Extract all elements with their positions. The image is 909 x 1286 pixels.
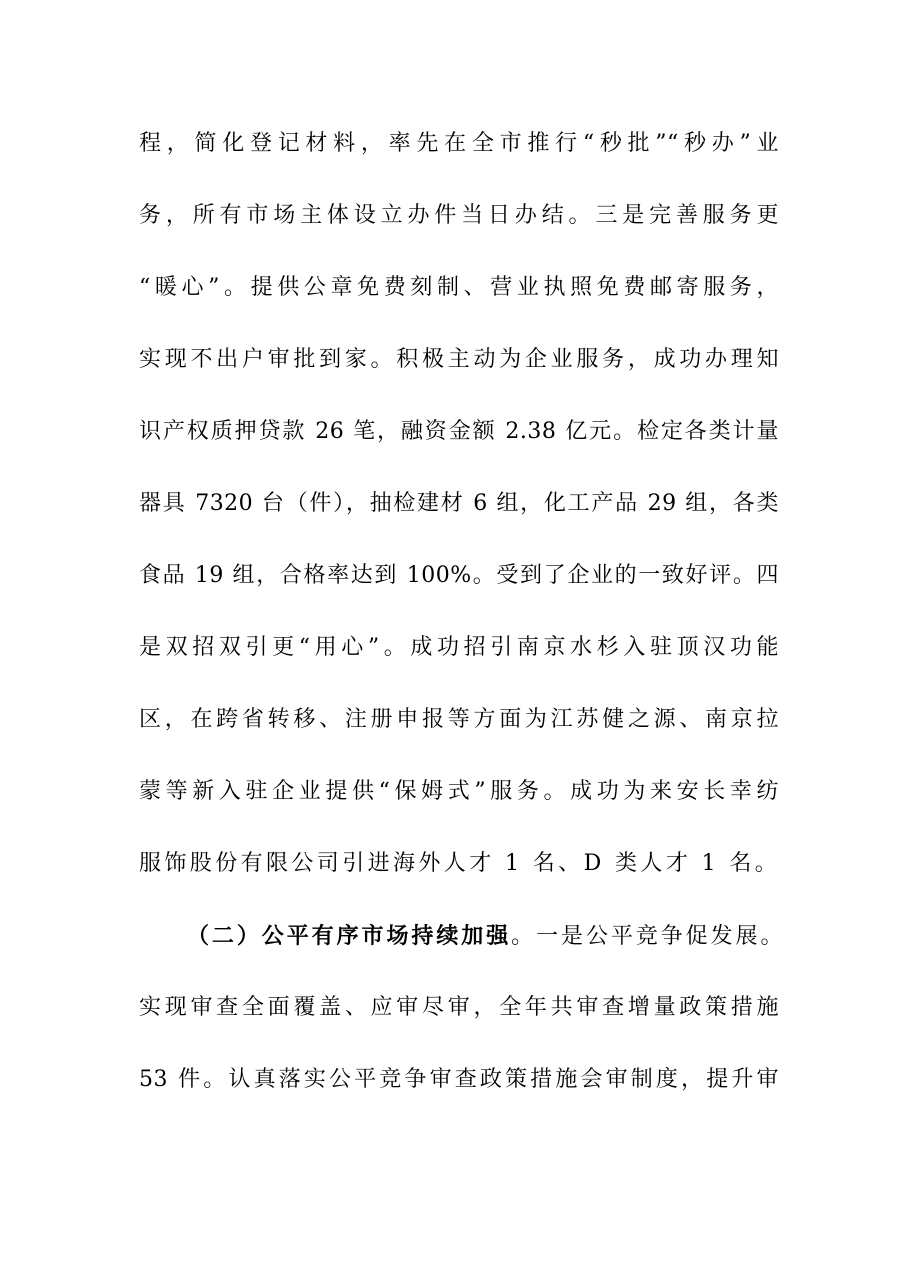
paragraph-1-line-10: 蒙等新入驻企业提供“保姆式”服务。成功为来安长幸纺 xyxy=(139,779,779,804)
section-heading-line xyxy=(187,916,783,956)
paragraph-1-line-8: 是双招双引更“用心”。成功招引南京水杉入驻顶汉功能 xyxy=(139,635,779,660)
paragraph-1-line-1: 程，简化登记材料，率先在全市推行“秒批”“秒办”业 xyxy=(139,131,779,156)
paragraph-1-line-9: 区，在跨省转移、注册申报等方面为江苏健之源、南京拉 xyxy=(139,707,779,732)
paragraph-1-line-5: 识产权质押贷款 26 笔，融资金额 2.38 亿元。检定各类计量 xyxy=(139,419,779,444)
paragraph-1-line-6: 器具 7320 台（件），抽检建材 6 组，化工产品 29 组，各类 xyxy=(139,491,779,516)
paragraph-1-line-2: 务，所有市场主体设立办件当日办结。三是完善服务更 xyxy=(139,203,779,228)
section-heading-rest: 。一是公平竞争促发展。 xyxy=(511,924,783,949)
paragraph-1-line-11: 服饰股份有限公司引进海外人才 1 名、D 类人才 1 名。 xyxy=(139,851,781,876)
paragraph-2-line-2: 53 件。认真落实公平竞争审查政策措施会审制度，提升审 xyxy=(139,1067,779,1092)
paragraph-2-line-1: 实现审查全面覆盖、应审尽审，全年共审查增量政策措施 xyxy=(139,995,779,1020)
paragraph-1-line-7: 食品 19 组，合格率达到 100%。受到了企业的一致好评。四 xyxy=(139,563,779,588)
paragraph-1-line-4: 实现不出户审批到家。积极主动为企业服务，成功办理知 xyxy=(139,347,779,372)
section-heading: （二）公平有序市场持续加强 xyxy=(187,923,512,949)
paragraph-1-line-3: “暖心”。提供公章免费刻制、营业执照免费邮寄服务， xyxy=(139,275,779,300)
